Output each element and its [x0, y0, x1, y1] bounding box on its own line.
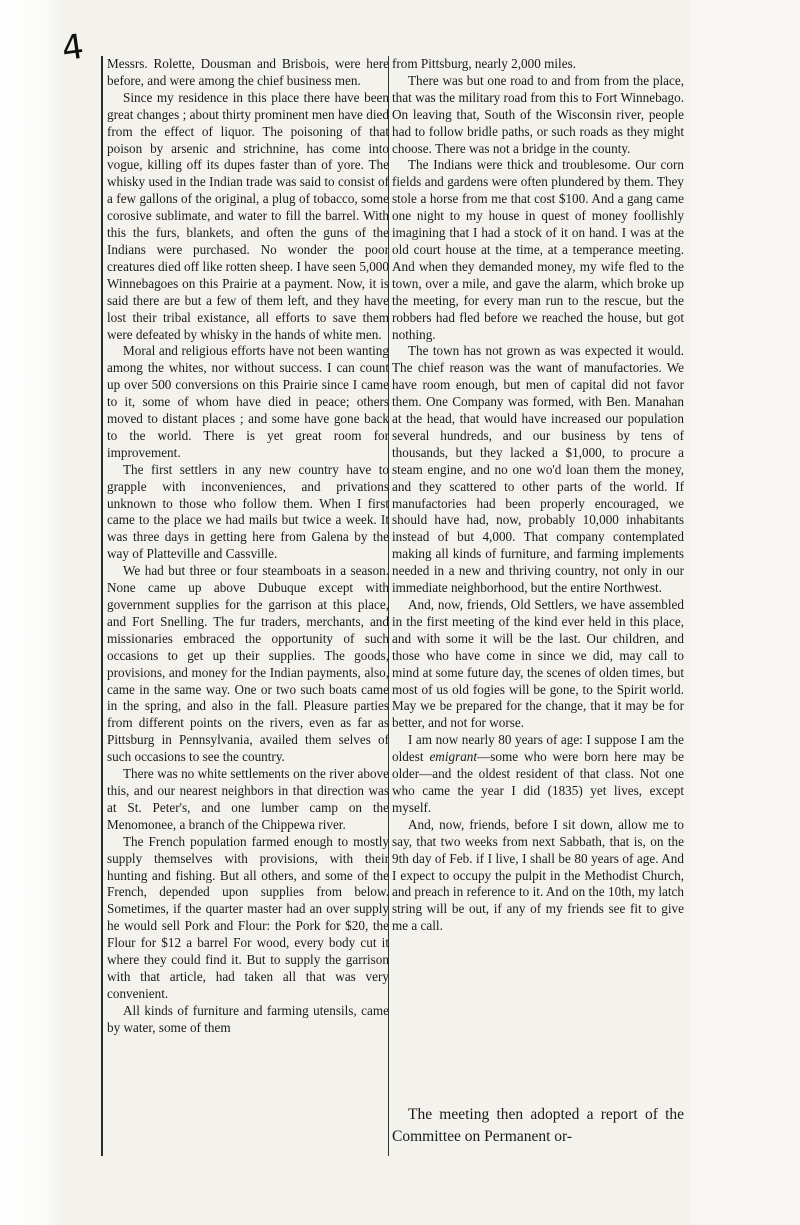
meeting-note: The meeting then adopted a report of the Committee on Permanent or- [392, 1106, 684, 1145]
page-number: 4 [59, 26, 87, 70]
paragraph-business-men: Messrs. Rolette, Dousman and Brisbois, were here before, and were among the chief business men. [107, 56, 389, 88]
left-column [101, 56, 389, 1156]
paragraph-age [392, 732, 684, 817]
paragraph-road: There was but one road to and from from the place, that was the military road from this to Fort Winnebago. On leaving that, South of the Wisconsin river, people had to follow bridle paths, or such roads as they might choose. There was not a bridge in the county. [392, 72, 684, 156]
paragraph-town-growth: The town has not grown as was expected it would. The chief reason was the want of manufactories. We have room enough, but men of capital did not favor them. One Company was formed, with Ben. Manahan at the head, that would have increased our population several hundreds, and our business by tens of thousands, but they lacked a $1,000, to procure a steam engine, and no one wo'd loan them the money, and they scattered to other parts of the world. If manufactories had been properly encouraged, we should have had, now, probably 10,000 inhabitants instead of but 4,000. That company contemplated making all kinds of furniture, and farming implements needed in a new and thriving country, not only in our immediate neighborhood, but the entire Northwest. [392, 343, 684, 596]
paragraph-old-settlers: And, now, friends, Old Settlers, we have assembled in the first meeting of the kind ever held in this place, and with some it will be the last. Our children, and those who have come in since we did, may call to mind at some future day, the scenes of olden times, but most of us old fogies will be gone, to the Spirit world. May we be prepared for the change, that it may be for better, and not for worse. [392, 597, 684, 731]
paragraph-french-population: The French population farmed enough to mostly supply themselves with provisions, with their hunting and fishing. But all others, and some of the French, depended upon supplies from below. Sometimes, if the quarter master had an over supply he would sell Pork and Flour: the Pork for $20, the Flour for $12 a barrel For wood, every body cut it where they could find it. But to supply the garrison with that article, had taken all that was very convenient. [107, 833, 389, 1001]
paragraph-pittsburg: from Pittsburg, nearly 2,000 miles. [392, 56, 577, 71]
paragraph-changes: Since my residence in this place there have been great changes ; about thirty prominent men have died from the effect of liquor. The poisoning of that poison by arsenic and strichnine, has come into vogue, killing off its dupes faster than of yore. The whisky used in the Indian trade was said to consist of a few gallons of the original, a plug of tobacco, some corosive sublimate, and water to fill the barrel. With this the furs, blankets, and often the guns of the Indians were purchased. No wonder the poor creatures died off like rotten sheep. I have seen 5,000 Winnebagoes on this Prairie at a payment. Now, it is said there are but a few of them left, and they have lost their tribal existance, all efforts to save them were defeated by whisky in the hands of white men. [107, 89, 389, 342]
emigrant-word: emigrant [429, 749, 478, 765]
paragraph-indians: The Indians were thick and troublesome. Our corn fields and gardens were often plundered by them. They stole a horse from me that cost $100. And a gang came one night to my house in quest of money foollishly imagining that I had a stock of it on hand. I was at the old court house at the time, at a temperance meeting. And when they demanded money, my wife fled to the town, over a mile, and gave the alarm, which broke up the meeting, for every man run to the rescue, but the robbers had fled before we reached the house, but got nothing. [392, 157, 684, 342]
paragraph-first-settlers: The first settlers in any new country have to grapple with inconveniences, and privations unknown to those who follow them. When I first came to the place we had mails but twice a week. It was three days in getting here from Galena by the way of Platteville and Cassville. [107, 461, 389, 562]
age-text-start: I am now nearly 80 years of age: I suppose I am the oldest [392, 732, 684, 765]
paragraph-steamboats: We had but three or four steamboats in a season. None came up above Dubuque except with government supplies for the garrison at this place, and Fort Snelling. The fur traders, merchants, and missionaries embraced the opportunity of such occasions to get up their supplies. The goods, provisions, and money for the Indian payments, also, came in the same way. One or two such boats came in the spring, and also in the fall. Pleasure parties from different points on the rivers, even as far as Pittsburg in Pennsylvania, availed them selves of such occasions to see the country. [107, 563, 389, 765]
age-text-end: —some who were born here may be older—and the oldest resident of that class. Not one who came the year I did (1835) yet lives, except myself. [392, 749, 684, 815]
page-right-margin [690, 0, 800, 1225]
paragraph-moral-efforts: Moral and religious efforts have not been wanting among the whites, nor without success. I can count up over 500 conversions on this Prairie since I came to it, some of whom have died in peace; others moved to distant places ; and some have gone back to the world. There is yet great room for improvement. [107, 343, 389, 460]
page-left-margin [0, 0, 64, 1225]
paragraph-settlements: There was no white settlements on the river above this, and our nearest neighbors in that direction was at St. Peter's, and one lumber camp on the Menomonee, a branch of the Chippewa river. [107, 766, 389, 832]
right-column [392, 56, 684, 1156]
paragraph-closing: And, now, friends, before I sit down, allow me to say, that two weeks from next Sabbath, that is, on the 9th day of Feb. if I live, I shall be 80 years of age. And I expect to occupy the pulpit in the Methodist Church, and preach in reference to it. And on the 10th, my latch string will be out, if any of my friends see fit to give me a call. [392, 816, 684, 934]
paragraph-furniture: All kinds of furniture and farming utensils, came by water, some of them [107, 1002, 389, 1035]
